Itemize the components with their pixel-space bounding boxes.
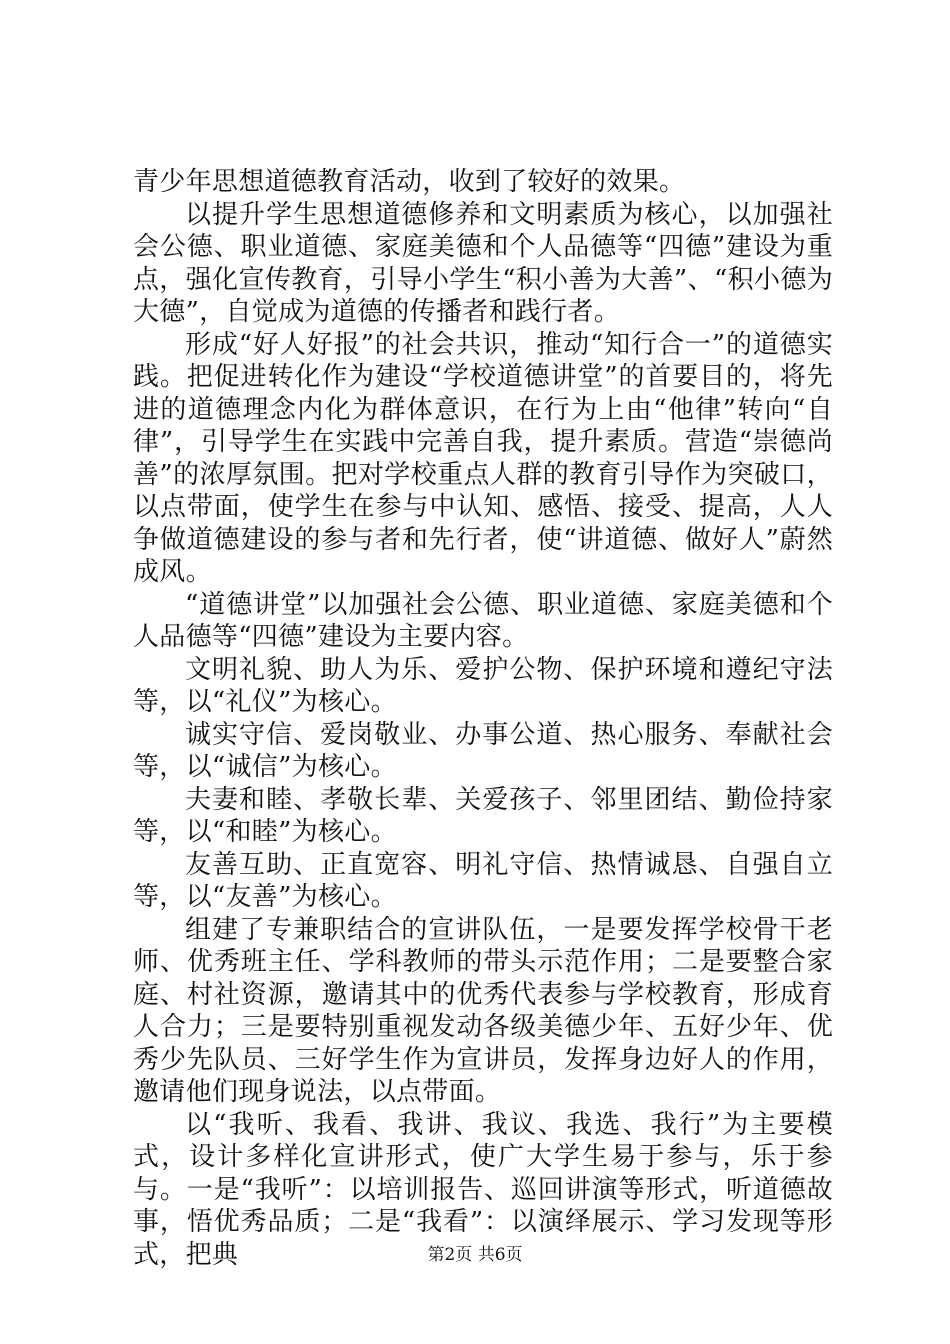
- paragraph-2: 以提升学生思想道德修养和文明素质为核心，以加强社会公德、职业道德、家庭美德和个人品德等“四德”建设为重点，强化宣传教育，引导小学生“积小善为大善”、“积小德为大德”，自觉成为道德的传播者和践行者。: [133, 199, 833, 327]
- page-number-footer: 第2页 共6页: [427, 1245, 523, 1265]
- document-body: [133, 166, 833, 1271]
- paragraph-3: 形成“好人好报”的社会共识，推动“知行合一”的道德实践。把促进转化作为建设“学校道德讲堂”的首要目的，将先进的道德理念内化为群体意识，在行为上由“他律”转向“自律”，引导学生在实践中完善自我，提升素质。营造“崇德尚善”的浓厚氛围。把对学校重点人群的教育引导作为突破口，以点带面，使学生在参与中认知、感悟、接受、提高，人人争做道德建设的参与者和先行者，使“讲道德、做好人”蔚然成风。: [133, 329, 833, 587]
- paragraph-4: “道德讲堂”以加强社会公德、职业道德、家庭美德和个人品德等“四德”建设为主要内容。: [133, 589, 833, 652]
- paragraph-9: 组建了专兼职结合的宣讲队伍，一是要发挥学校骨干老师、优秀班主任、学科教师的带头示范作用；二是要整合家庭、村社资源，邀请其中的优秀代表参与学校教育，形成育人合力；三是要特别重视发动各级美德少年、五好少年、优秀少先队员、三好学生作为宣讲员，发挥身边好人的作用，邀请他们现身说法，以点带面。: [133, 914, 833, 1107]
- paragraph-6: 诚实守信、爱岗敬业、办事公道、热心服务、奉献社会等，以“诚信”为核心。: [133, 719, 833, 782]
- paragraph-10: 以“我听、我看、我讲、我议、我选、我行”为主要模式，设计多样化宣讲形式，使广大学生易于参与，乐于参与。一是“我听”：以培训报告、巡回讲演等形式，听道德故事，悟优秀品质；二是“我看”：以演绎展示、学习发现等形式，把典: [133, 1109, 833, 1270]
- paragraph-7: 夫妻和睦、孝敬长辈、关爱孩子、邻里团结、勤俭持家等，以“和睦”为核心。: [133, 784, 833, 847]
- paragraph-1: 青少年思想道德教育活动，收到了较好的效果。: [133, 167, 686, 197]
- paragraph-5: 文明礼貌、助人为乐、爱护公物、保护环境和遵纪守法等，以“礼仪”为核心。: [133, 654, 833, 717]
- paragraph-8: 友善互助、正直宽容、明礼守信、热情诚恳、自强自立等，以“友善”为核心。: [133, 849, 833, 912]
